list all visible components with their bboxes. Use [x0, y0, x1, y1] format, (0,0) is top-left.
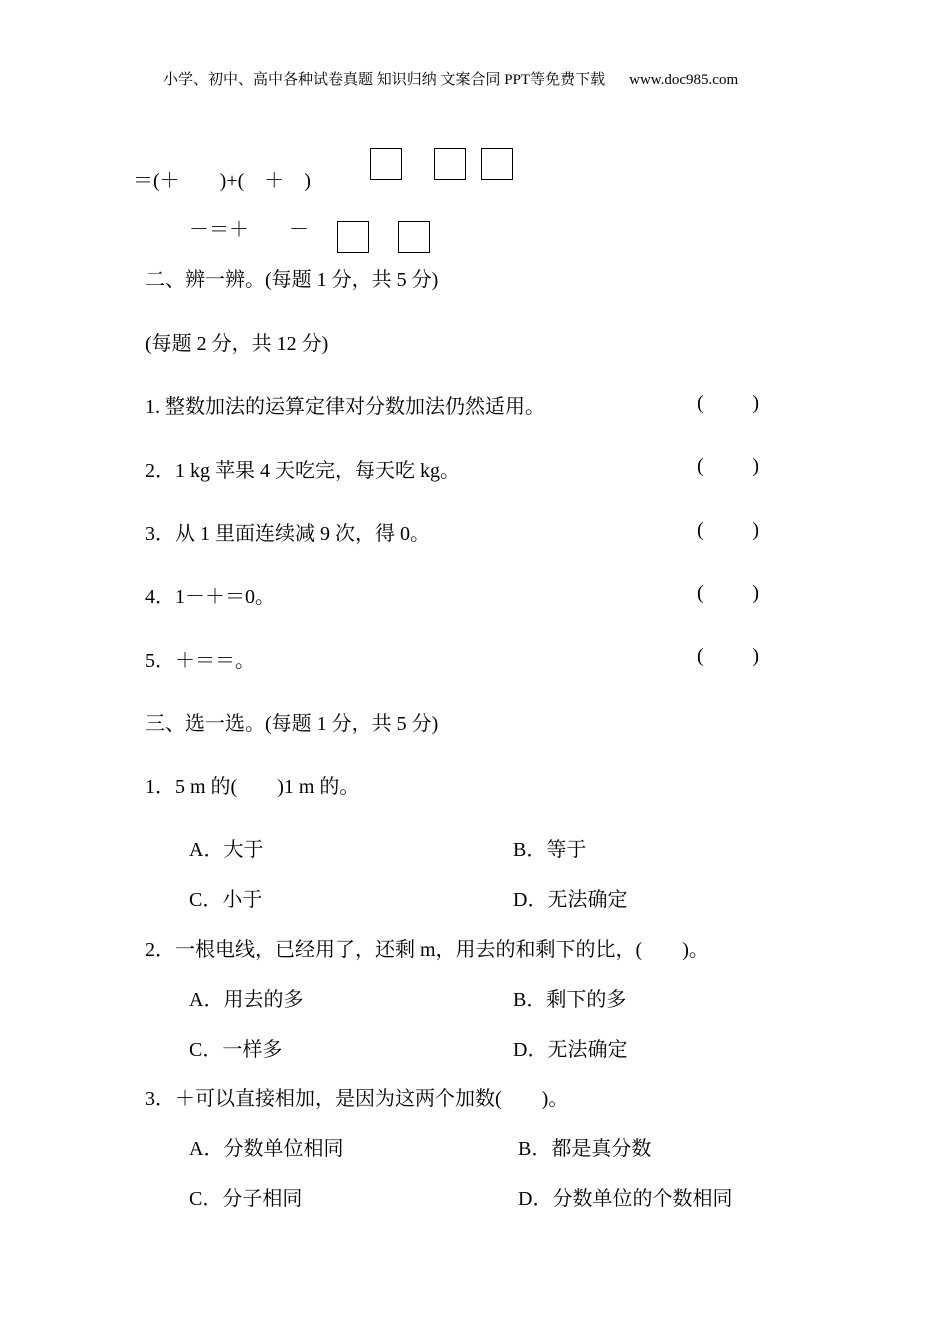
answer-parentheses[interactable]: [697, 582, 759, 605]
answer-box[interactable]: [398, 221, 430, 253]
option-b[interactable]: B．都是真分数: [518, 1138, 652, 1160]
answer-box[interactable]: [481, 148, 513, 180]
option-c[interactable]: C．小于: [189, 889, 263, 911]
judge-item-5: 5．＋＝＝。: [145, 650, 255, 672]
section-2-note: (每题 2 分，共 12 分): [145, 333, 329, 355]
option-b[interactable]: B．剩下的多: [513, 989, 627, 1011]
answer-parentheses[interactable]: [697, 519, 759, 542]
judge-item-4: 4．1－＋＝0。: [145, 586, 275, 608]
equation-line-1: ＝(＋ )+( ＋ ): [133, 170, 311, 192]
answer-parentheses[interactable]: [697, 392, 759, 415]
answer-box[interactable]: [370, 148, 402, 180]
option-a[interactable]: A．分数单位相同: [189, 1138, 344, 1160]
section-2-title: 二、辨一辨。(每题 1 分，共 5 分): [145, 269, 439, 291]
equation-line-2: －＝＋ －: [189, 219, 309, 241]
section-3-title: 三、选一选。(每题 1 分，共 5 分): [145, 713, 439, 735]
paren-close: ): [752, 519, 759, 541]
header-site: www.doc985.com: [629, 72, 739, 88]
paren-close: ): [752, 582, 759, 604]
choice-question-3: 3．＋可以直接相加，是因为这两个加数( )。: [145, 1088, 569, 1110]
page-header: [163, 68, 738, 89]
answer-parentheses[interactable]: [697, 455, 759, 478]
choice-question-1: 1．5 m 的( )1 m 的。: [145, 776, 360, 798]
option-c[interactable]: C．一样多: [189, 1039, 283, 1061]
option-d[interactable]: D．分数单位的个数相同: [518, 1188, 733, 1210]
option-b[interactable]: B．等于: [513, 839, 587, 861]
answer-parentheses[interactable]: [697, 645, 759, 668]
judge-item-3: 3．从 1 里面连续减 9 次，得 0。: [145, 523, 430, 545]
header-text: 小学、初中、高中各种试卷真题 知识归纳 文案合同 PPT等免费下载: [163, 72, 606, 88]
paren-open: (: [697, 582, 704, 604]
paren-open: (: [697, 519, 704, 541]
option-c[interactable]: C．分子相同: [189, 1188, 303, 1210]
judge-item-1: 1. 整数加法的运算定律对分数加法仍然适用。: [145, 396, 545, 418]
paren-close: ): [752, 455, 759, 477]
paren-open: (: [697, 392, 704, 414]
paren-close: ): [752, 392, 759, 414]
option-a[interactable]: A．大于: [189, 839, 264, 861]
option-d[interactable]: D．无法确定: [513, 1039, 628, 1061]
choice-question-2: 2．一根电线，已经用了，还剩 m，用去的和剩下的比，( )。: [145, 939, 709, 961]
paren-close: ): [752, 645, 759, 667]
paren-open: (: [697, 645, 704, 667]
option-d[interactable]: D．无法确定: [513, 889, 628, 911]
answer-box[interactable]: [434, 148, 466, 180]
answer-box[interactable]: [337, 221, 369, 253]
judge-item-2: 2．1 kg 苹果 4 天吃完，每天吃 kg。: [145, 460, 460, 482]
option-a[interactable]: A．用去的多: [189, 989, 304, 1011]
paren-open: (: [697, 455, 704, 477]
